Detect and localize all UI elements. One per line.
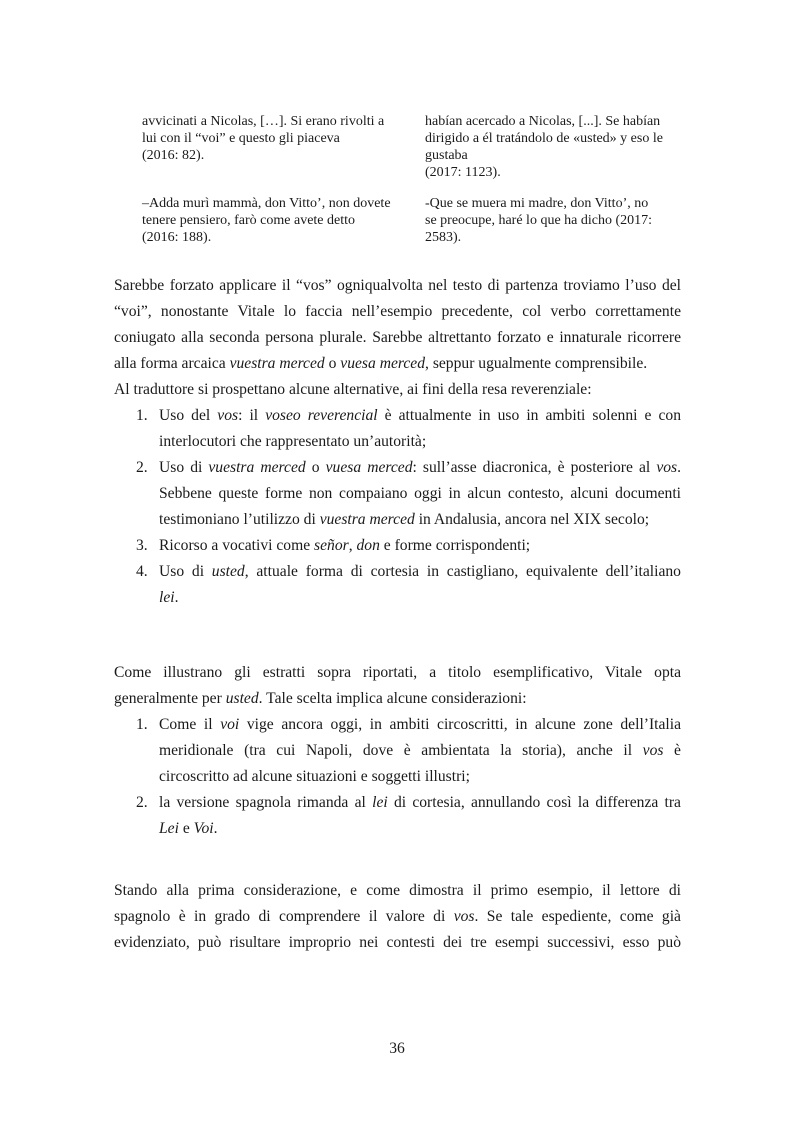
text-line: Sarebbe forzato applicare il “vos” ogniqualvolta nel testo di partenza troviamo l’uso del <box>114 277 681 294</box>
quote-line: –Adda murì mammà, don Vitto’, non dovete <box>142 196 391 211</box>
list-number: 2. <box>136 459 148 476</box>
quote-line: (2016: 188). <box>142 230 212 245</box>
quote-spanish <box>425 195 687 246</box>
paragraph-3 <box>114 878 681 956</box>
text-line: “voi”, nonostante Vitale lo faccia nell’esempio precedente, col verbo correttamente <box>114 303 681 320</box>
quote-line: lui con il “voi” e questo gli piaceva <box>142 131 340 146</box>
text-line: Al traduttore si prospettano alcune alternative, ai fini della resa reverenziale: <box>114 381 592 398</box>
list-number: 4. <box>136 563 148 580</box>
list-number: 2. <box>136 794 148 811</box>
quote-line: avvicinati a Nicolas, […]. Si erano rivolti a <box>142 114 385 129</box>
text-line: spagnolo è in grado di comprendere il valore di vos. Se tale espediente, come già <box>114 908 681 925</box>
quote-line: habían acercado a Nicolas, [...]. Se habían <box>425 114 661 129</box>
quote-italian <box>142 113 406 181</box>
page-number: 36 <box>389 1040 405 1057</box>
text-line: Come illustrano gli estratti sopra riportati, a titolo esemplificativo, Vitale opta <box>114 664 681 681</box>
list-item: 3. Ricorso a vocativi come señor, don e forme corrispondenti; <box>114 533 681 559</box>
quote-line: (2017: 1123). <box>425 165 501 180</box>
quote-line: (2016: 82). <box>142 148 205 163</box>
text-line: coniugato alla seconda persona plurale. Sarebbe altrettanto forzato e innaturale ricorrere <box>114 329 681 346</box>
alternatives-list <box>114 403 681 611</box>
list-number: 3. <box>136 537 148 554</box>
list-number: 1. <box>136 407 148 424</box>
quotation-row <box>142 113 687 181</box>
paragraph-2 <box>114 660 681 842</box>
text-line: evidenziato, può risultare improprio nei contesti dei tre esempi successivi, esso può <box>114 934 681 951</box>
list-item: 1. Uso del vos: il voseo reverencial è attualmente in uso in ambiti solenni e con interlocutori che rappresentato un’autorità; <box>114 403 681 455</box>
paragraph-1 <box>114 273 681 611</box>
list-item: 2. Uso di vuestra merced o vuesa merced: sull’asse diacronica, è posteriore al vos. Sebbene queste forme non compaiano oggi in alcun contesto, alcuni documenti testimoniano l’utilizzo di vuestra merced in Andalusia, ancora nel XIX secolo; <box>114 455 681 533</box>
quotation-table <box>142 113 687 246</box>
quote-line: dirigido a él tratándolo de «usted» y eso le <box>425 131 663 146</box>
quote-line: -Que se muera mi madre, don Vitto’, no <box>425 196 649 211</box>
considerations-list <box>114 712 681 842</box>
quote-spanish <box>425 113 687 181</box>
quotation-row <box>142 195 687 246</box>
list-item: 1. Come il voi vige ancora oggi, in ambiti circoscritti, in alcune zone dell’Italia meridionale (tra cui Napoli, dove è ambientata la storia), anche il vos è circoscritto ad alcune situazioni e soggetti illustri; <box>114 712 681 790</box>
text-line: Stando alla prima considerazione, e come dimostra il primo esempio, il lettore di <box>114 882 681 899</box>
list-item: 4. Uso di usted, attuale forma di cortesia in castigliano, equivalente dell’italiano lei. <box>114 559 681 611</box>
list-number: 1. <box>136 716 148 733</box>
quote-line: gustaba <box>425 148 468 163</box>
text-line: alla forma arcaica vuestra merced o vuesa merced, seppur ugualmente comprensibile. <box>114 355 648 372</box>
quote-line: tenere pensiero, farò come avete detto <box>142 213 356 228</box>
list-item: 2. la versione spagnola rimanda al lei di cortesia, annullando così la differenza tra Lei e Voi. <box>114 790 681 842</box>
quote-italian <box>142 195 406 246</box>
quote-line: 2583). <box>425 230 462 245</box>
quote-line: se preocupe, haré lo que ha dicho (2017: <box>425 213 653 228</box>
text-line: generalmente per usted. Tale scelta implica alcune considerazioni: <box>114 690 527 707</box>
